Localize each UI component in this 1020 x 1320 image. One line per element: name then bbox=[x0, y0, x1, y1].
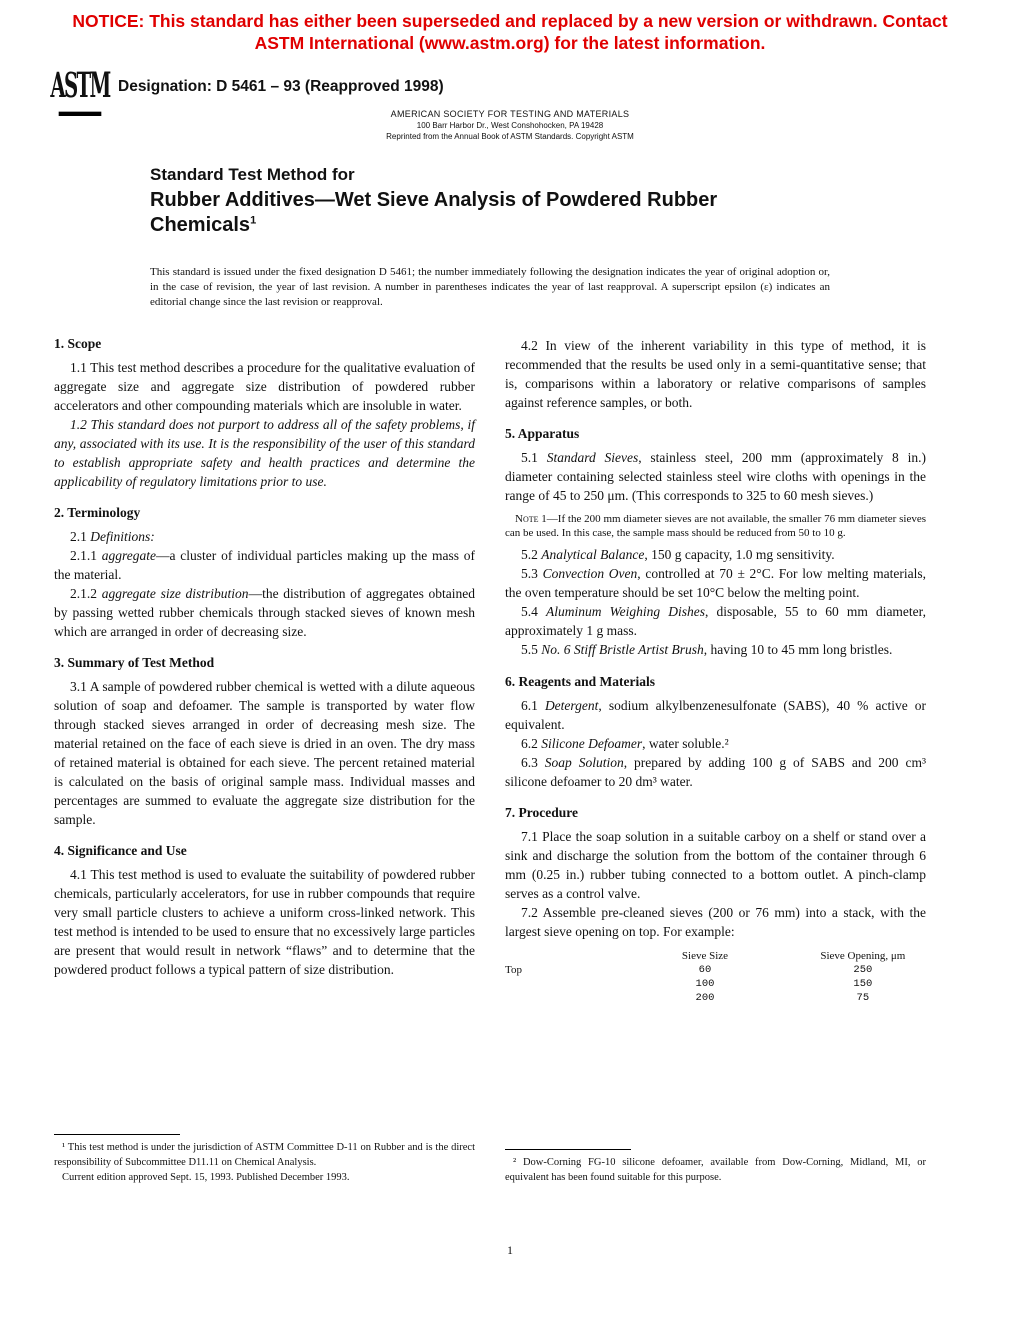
footnote-1 bbox=[54, 1134, 475, 1185]
document-header bbox=[50, 63, 1020, 107]
astm-logo-text: ASTM bbox=[50, 63, 110, 106]
table-header-sieve-size: Sieve Size bbox=[681, 949, 729, 962]
para-text: —the distribution of aggregates obtained by passing wetted rubber chemicals through stacked sieves of known mesh which are arranged in order of decreasing size. bbox=[54, 585, 475, 639]
term: Convection Oven bbox=[542, 566, 638, 582]
term: Aluminum Weighing Dishes bbox=[546, 604, 705, 620]
table-row bbox=[505, 977, 926, 991]
para-number: 1.2 bbox=[70, 416, 87, 432]
para-7-2 bbox=[505, 903, 926, 941]
row-label bbox=[505, 977, 610, 991]
para-2-1-1 bbox=[54, 546, 475, 584]
note-1 bbox=[505, 512, 926, 541]
para-number: 5.5 bbox=[521, 642, 538, 658]
title-line-2: Chemicals bbox=[150, 214, 251, 237]
sieve-opening-value: 250 bbox=[853, 963, 873, 976]
para-number: 6.3 bbox=[521, 754, 538, 770]
title-kicker: Standard Test Method for bbox=[150, 164, 355, 184]
section-heading-apparatus: 5. Apparatus bbox=[505, 425, 580, 441]
para-text: , water soluble.² bbox=[642, 735, 729, 751]
para-text: This standard does not purport to address all of the safety problems, if any, associated with its use. It is the responsibility of the user of this standard to establish appropriate safety and health practices and determine the applicability of regulatory limitations prior to use. bbox=[54, 416, 475, 489]
note-label: Note 1— bbox=[515, 512, 558, 525]
para-2-1 bbox=[54, 527, 475, 546]
section-heading-reagents: 6. Reagents and Materials bbox=[505, 673, 655, 689]
title-block bbox=[150, 165, 1020, 239]
term: aggregate size distribution bbox=[101, 585, 249, 601]
astm-logo-icon bbox=[50, 58, 110, 116]
para-number: 5.1 bbox=[521, 449, 538, 465]
sieve-opening-value: 150 bbox=[853, 977, 873, 990]
para-text: , having 10 to 45 mm long bristles. bbox=[703, 642, 893, 658]
term: Analytical Balance bbox=[541, 547, 645, 563]
para-4-2 bbox=[505, 336, 926, 412]
footnote-1-edition: Current edition approved Sept. 15, 1993. Published December 1993. bbox=[62, 1171, 350, 1183]
para-number: 7.2 bbox=[521, 904, 538, 920]
sieve-opening-value: 75 bbox=[856, 991, 870, 1004]
para-5-1 bbox=[505, 448, 926, 505]
para-text: , disposable, 55 to 60 mm diameter, approximately 1 g mass. bbox=[505, 604, 926, 639]
superseded-notice: NOTICE: This standard has either been superseded and replaced by a new version or withdrawn. Contact ASTM International (www.astm.org) for the latest information. bbox=[72, 11, 948, 54]
footnote-1-text: ¹ This test method is under the jurisdiction of ASTM Committee D-11 on Rubber and is the direct responsibility of Subcommittee D11.11 on Chemical Analysis. bbox=[54, 1142, 475, 1169]
term: Detergent bbox=[544, 697, 599, 713]
term: Silicone Defoamer bbox=[541, 735, 643, 751]
para-number: 7.1 bbox=[521, 828, 538, 844]
para-5-4 bbox=[505, 602, 926, 640]
sieve-size-value: 200 bbox=[695, 991, 715, 1004]
note-text: If the 200 mm diameter sieves are not available, the smaller 76 mm diameter sieves can be used. In this case, the sample mass should be reduced from 50 to 10 g. bbox=[505, 512, 926, 540]
table-row bbox=[505, 963, 926, 977]
para-6-1 bbox=[505, 696, 926, 734]
para-4-1 bbox=[54, 865, 475, 979]
table-header-sieve-opening: Sieve Opening, μm bbox=[820, 949, 906, 962]
para-number: 4.2 bbox=[521, 337, 538, 353]
para-number: 5.3 bbox=[521, 566, 538, 582]
title-line-1: Rubber Additives—Wet Sieve Analysis of Powdered Rubber bbox=[150, 188, 718, 211]
term: aggregate bbox=[101, 547, 157, 563]
table-row bbox=[505, 991, 926, 1005]
para-text: , controlled at 70 ± 2°C. For low melting materials, the oven temperature should be set 10°C below the melting point. bbox=[505, 566, 927, 601]
designation: Designation: D 5461 – 93 (Reapproved 1998) bbox=[118, 77, 444, 95]
para-number: 5.4 bbox=[521, 604, 538, 620]
para-text: , stainless steel, 200 mm (approximately 8 in.) diameter containing selected stainless steel wire cloths with openings in the range of 45 to 250 μm. (This corresponds to 325 to 60 mesh sieves.) bbox=[505, 449, 926, 503]
table-header-row bbox=[505, 949, 926, 963]
footnote-rule bbox=[54, 1134, 180, 1135]
para-1-2 bbox=[54, 415, 475, 491]
term: Soap Solution bbox=[544, 754, 624, 770]
footnote-2 bbox=[505, 1149, 926, 1185]
sieve-size-value: 60 bbox=[698, 963, 712, 976]
term: No. 6 Stiff Bristle Artist Brush bbox=[541, 642, 704, 658]
para-number: 5.2 bbox=[521, 547, 538, 563]
para-7-1 bbox=[505, 827, 926, 903]
page-number: 1 bbox=[507, 1243, 513, 1257]
term: Standard Sieves bbox=[546, 449, 639, 465]
section-heading-summary: 3. Summary of Test Method bbox=[54, 654, 215, 670]
section-heading-terminology: 2. Terminology bbox=[54, 504, 141, 520]
para-number: 6.2 bbox=[521, 735, 538, 751]
sieve-stack-table bbox=[505, 949, 926, 1005]
para-text: Assemble pre-cleaned sieves (200 or 76 mm) into a stack, with the largest sieve opening on top. For example: bbox=[505, 904, 926, 939]
para-3-1 bbox=[54, 677, 475, 829]
para-number: 2.1 bbox=[70, 528, 87, 544]
section-heading-procedure: 7. Procedure bbox=[505, 804, 578, 820]
right-column bbox=[505, 336, 926, 1186]
para-text: , prepared by adding 100 g of SABS and 200 cm³ silicone defoamer to 20 dm³ water. bbox=[505, 754, 926, 789]
row-label bbox=[505, 991, 610, 1005]
para-5-5 bbox=[505, 640, 926, 659]
footnote-2-text: ² Dow-Corning FG-10 silicone defoamer, available from Dow-Corning, Midland, MI, or equivalent has been found suitable for this purpose. bbox=[505, 1157, 926, 1183]
reprint-note: Reprinted from the Annual Book of ASTM Standards. Copyright ASTM bbox=[386, 131, 634, 141]
para-6-2 bbox=[505, 734, 926, 753]
sieve-size-value: 100 bbox=[695, 977, 715, 990]
society-address: 100 Barr Harbor Dr., West Conshohocken, PA 19428 bbox=[416, 120, 604, 130]
para-text: Place the soap solution in a suitable carboy on a shelf or stand over a sink and discharge the solution from the bottom of the container through 6 mm (0.25 in.) rubber tubing connected to a bottom outlet. A pinch-clamp serves as a control valve. bbox=[505, 828, 926, 901]
para-text: This test method describes a procedure for the qualitative evaluation of aggregate size and aggregate size distribution of powdered rubber accelerators and other compounding materials which are insoluble in water. bbox=[54, 359, 475, 413]
para-6-3 bbox=[505, 753, 926, 791]
para-text: In view of the inherent variability in this type of method, it is recommended that the results be used only in a semi-quantitative sense; that is, comparisons within a laboratory or relative comparisons of samples against reference samples, or both. bbox=[505, 337, 926, 410]
para-5-2 bbox=[505, 545, 926, 564]
para-5-3 bbox=[505, 564, 926, 602]
para-number: 6.1 bbox=[521, 697, 538, 713]
para-2-1-2 bbox=[54, 584, 475, 641]
document-title bbox=[150, 188, 1020, 239]
issue-note: This standard is issued under the fixed designation D 5461; the number immediately following the designation indicates the year of original adoption or, in the case of revision, the year of last revision. A number in parentheses indicates the year of last reapproval. A superscript epsilon (ε) indicates an editorial change since the last revision or reapproval. bbox=[150, 265, 830, 308]
para-number: 3.1 bbox=[70, 678, 87, 694]
para-text: —a cluster of individual particles making up the mass of the material. bbox=[54, 547, 475, 582]
society-name: AMERICAN SOCIETY FOR TESTING AND MATERIALS bbox=[390, 108, 630, 119]
row-label: Top bbox=[505, 963, 522, 976]
para-number: 4.1 bbox=[70, 867, 87, 883]
section-heading-significance: 4. Significance and Use bbox=[54, 843, 187, 859]
para-text: A sample of powdered rubber chemical is wetted with a dilute aqueous solution of soap and defoamer. The sample is transported by water flow through stacked sieves arranged in order of decreasing mesh size. The material retained on the face of each sieve is dried in an oven. The dry mass of retained material is obtained for each sieve. The percent retained material is calculated on the basis of original sample mass. Individual masses and percentages are summed to evaluate the aggregate size distribution for the sample. bbox=[54, 678, 475, 828]
left-column bbox=[54, 336, 475, 1186]
footnote-rule bbox=[505, 1149, 631, 1150]
table-header-empty bbox=[505, 949, 610, 963]
two-column-body bbox=[54, 336, 926, 1186]
para-number: 2.1.2 bbox=[70, 585, 97, 601]
para-text: , sodium alkylbenzenesulfonate (SABS), 40 % active or equivalent. bbox=[505, 697, 926, 732]
para-1-1 bbox=[54, 358, 475, 415]
publisher-block bbox=[0, 109, 1020, 141]
para-text: , 150 g capacity, 1.0 mg sensitivity. bbox=[644, 547, 835, 563]
para-text: This test method is used to evaluate the suitability of powdered rubber chemicals, particularly accelerators, for use in rubber compounds that require very small particle clusters to achieve a uniform cross-linked network. This test method is intended to be used to ensure that no excessively large particles are present that would result in network “flaws” and to determine that the powdered product follows a typical pattern of size distribution. bbox=[54, 867, 475, 978]
title-footnote-ref: 1 bbox=[250, 214, 257, 227]
para-number: 2.1.1 bbox=[70, 547, 97, 563]
para-number: 1.1 bbox=[70, 359, 87, 375]
term: Definitions: bbox=[90, 528, 155, 544]
section-heading-scope: 1. Scope bbox=[54, 335, 102, 351]
